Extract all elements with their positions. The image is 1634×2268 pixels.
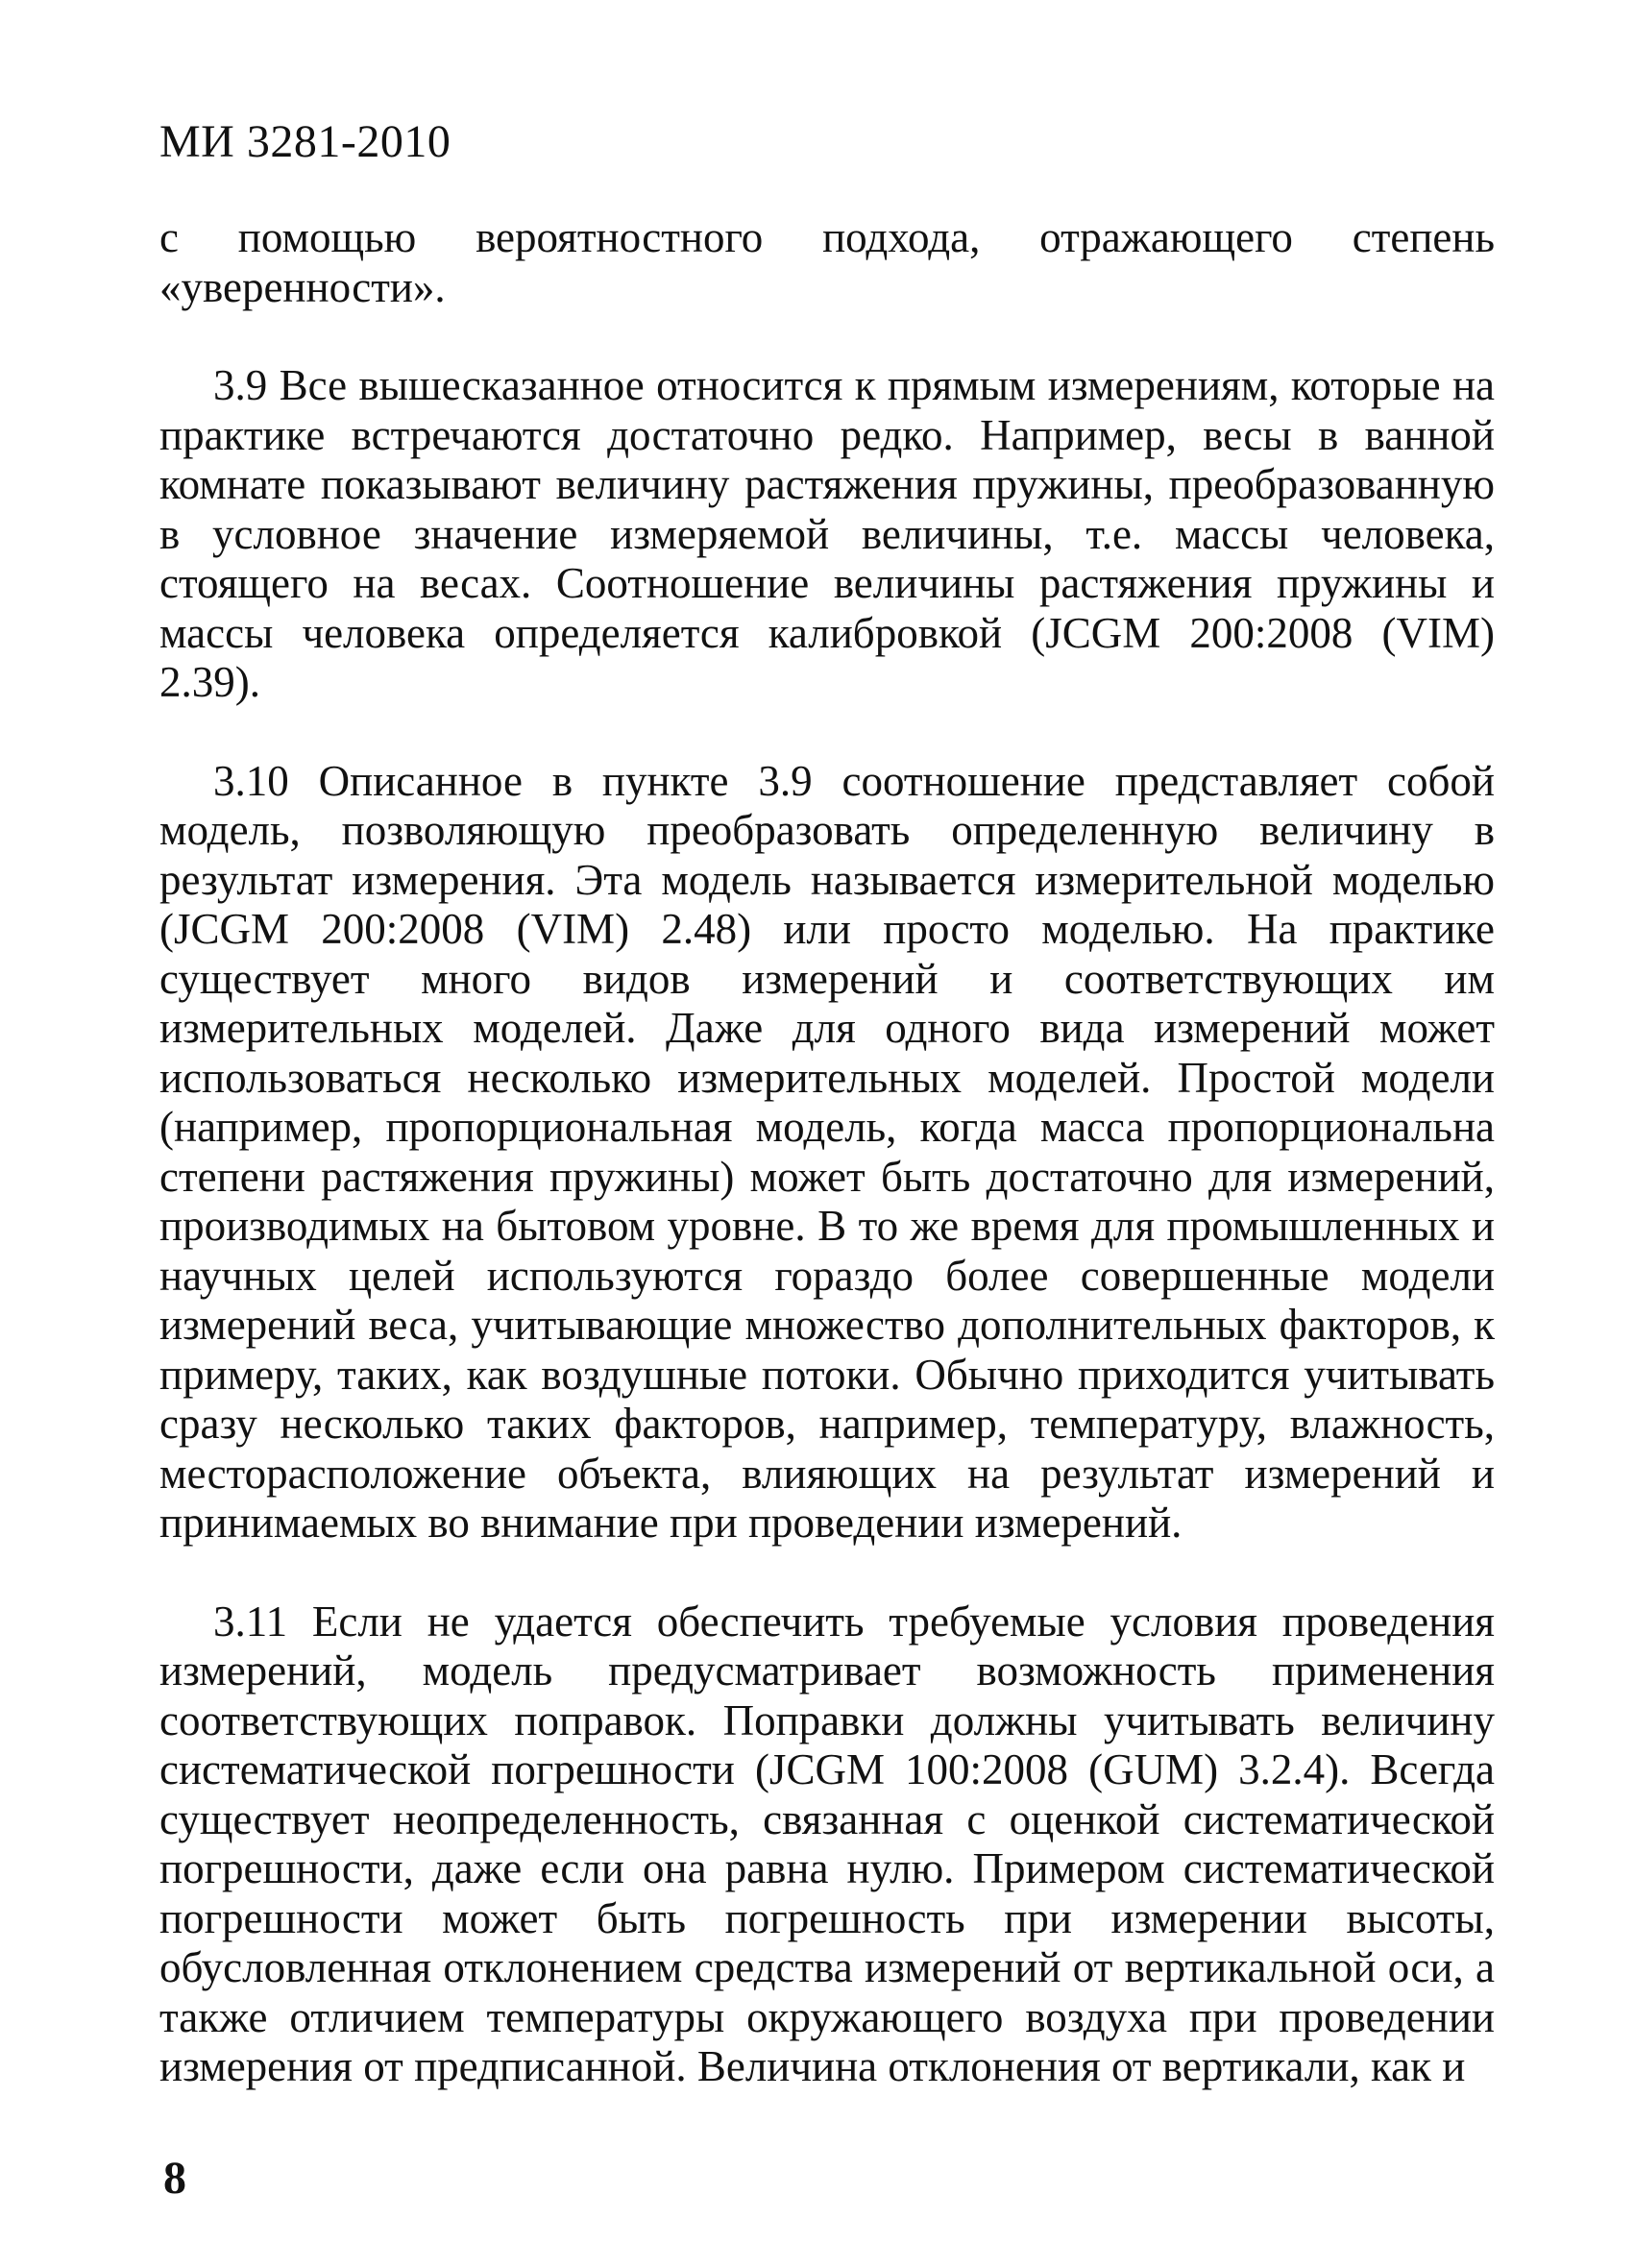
paragraph-3-11: 3.11 Если не удается обеспечить требуемые условия проведения измерений, модель предусматривает возможность применения соответствующих поправок. Поправки должны учитывать величину систематической погрешности (JCGM 100:2008 (GUM) 3.2.4). Всегда существует неопределенность, связанная с оценкой систематической погрешности, даже если она равна нулю. Примером систематической погрешности может быть погрешность при измерении высоты, обусловленная отклонением средства измерений от вертикальной оси, а также отличием температуры окружающего воздуха при проведении измерения от предписанной. Величина отклонения от вертикали, как и [159, 1597, 1495, 2090]
page-number: 8 [163, 2153, 186, 2204]
document-header: МИ 3281-2010 [159, 116, 451, 167]
document-body [159, 213, 1495, 2092]
paragraph-3-10: 3.10 Описанное в пункте 3.9 соотношение представляет собой модель, позволяющую преобразовать определенную величину в результат измерения. Эта модель называется измерительной моделью (JCGM 200:2008 (VIM) 2.48) или просто моделью. На практике существует много видов измерений и соответствующих им измерительных моделей. Даже для одного вида измерений может использоваться несколько измерительных моделей. Простой модели (например, пропорциональная модель, когда масса пропорциональна степени растяжения пружины) может быть достаточно для измерений, производимых на бытовом уровне. В то же время для промышленных и научных целей используются гораздо более совершенные модели измерений веса, учитывающие множество дополнительных факторов, к примеру, таких, как воздушные потоки. Обычно приходится учитывать сразу несколько таких факторов, например, температуру, влажность, месторасположение объекта, влияющих на результат измерений и принимаемых во внимание при проведении измерений. [159, 756, 1495, 1547]
paragraph-continuation: с помощью вероятностного подхода, отражающего степень «уверенности». [159, 213, 1495, 311]
paragraph-3-9: 3.9 Все вышесказанное относится к прямым измерениям, которые на практике встречаются достаточно редко. Например, весы в ванной комнате показывают величину растяжения пружины, преобразованную в условное значение измеряемой величины, т.е. массы человека, стоящего на весах. Соотношение величины растяжения пружины и массы человека определяется калибровкой (JCGM 200:2008 (VIM) 2.39). [159, 361, 1495, 706]
